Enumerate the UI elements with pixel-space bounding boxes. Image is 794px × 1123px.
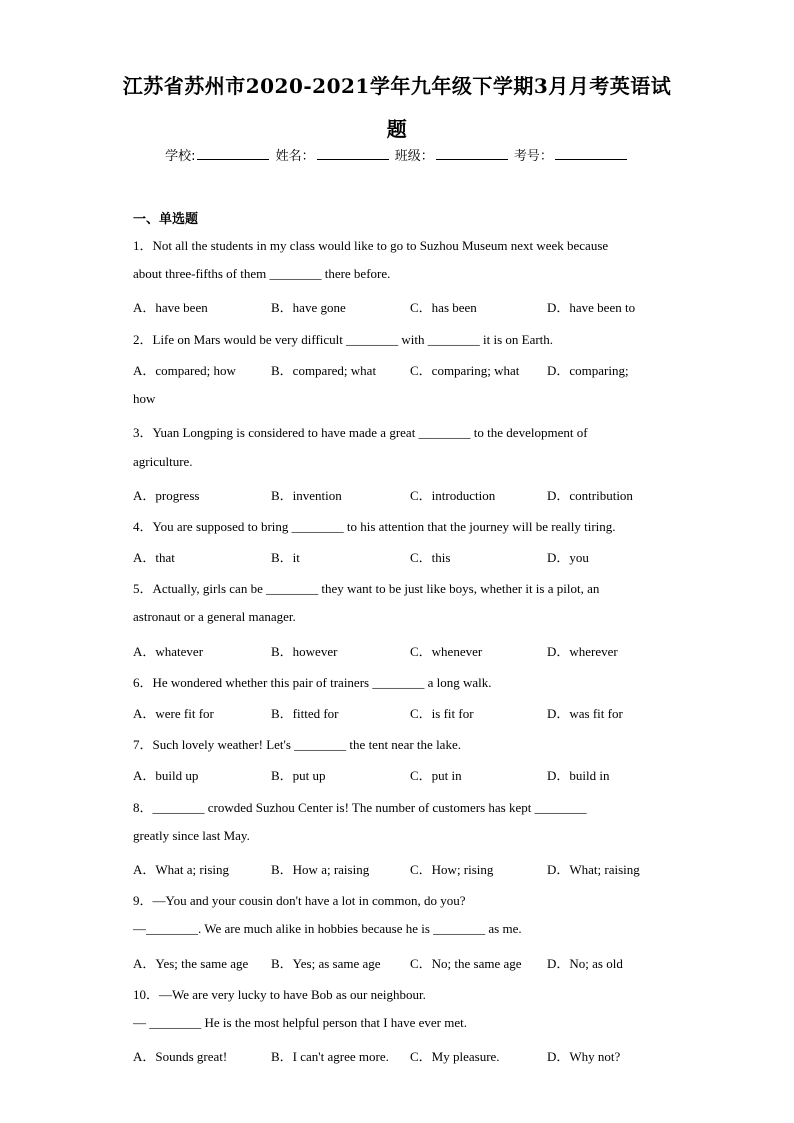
question-10-option-a[interactable]: A．Sounds great!	[133, 1049, 228, 1064]
student-info-row	[0, 145, 794, 164]
question-3-stem-line-2: agriculture.	[133, 454, 193, 469]
question-7-option-b[interactable]: B．put up	[271, 768, 326, 783]
question-6-option-b[interactable]: B．fitted for	[271, 706, 339, 721]
question-1-option-d[interactable]: D．have been to	[547, 300, 636, 315]
question-7-stem-line-1: 7．Such lovely weather! Let's ________ the tent near the lake.	[133, 737, 461, 752]
name-blank[interactable]	[317, 147, 389, 160]
question-3-option-b[interactable]: B．invention	[271, 488, 342, 503]
question-5-option-c[interactable]: C．whenever	[410, 644, 483, 659]
question-2-stem-line-1: 2．Life on Mars would be very difficult ________ with ________ it is on Earth.	[133, 332, 554, 347]
question-6-option-a[interactable]: A．were fit for	[133, 706, 214, 721]
question-4-option-b[interactable]: B．it	[271, 550, 300, 565]
question-8-option-a[interactable]: A．What a; rising	[133, 862, 230, 877]
class-label: 班级：	[394, 149, 434, 164]
class-blank[interactable]	[436, 147, 508, 160]
question-4-option-c[interactable]: C．this	[410, 550, 451, 565]
question-2-option-d-continuation: how	[133, 391, 156, 406]
question-1-stem-line-1: 1．Not all the students in my class would like to go to Suzhou Museum next week because	[133, 238, 609, 253]
question-9-option-d[interactable]: D．No; as old	[547, 956, 623, 971]
question-6-stem-line-1: 6．He wondered whether this pair of trainers ________ a long walk.	[133, 675, 492, 690]
question-5-option-b[interactable]: B．however	[271, 644, 338, 659]
question-8-stem-line-2: greatly since last May.	[133, 828, 250, 843]
question-4-stem-line-1: 4．You are supposed to bring ________ to his attention that the journey will be really tiring.	[133, 519, 616, 534]
question-9-option-b[interactable]: B．Yes; as same age	[271, 956, 381, 971]
question-2-option-c[interactable]: C．comparing; what	[410, 363, 520, 378]
question-2-option-a[interactable]: A．compared; how	[133, 363, 236, 378]
school-blank[interactable]	[197, 147, 269, 160]
exam-title-line2: 题	[386, 117, 408, 141]
question-2-option-d[interactable]: D．comparing;	[547, 363, 629, 378]
question-9-option-a[interactable]: A．Yes; the same age	[133, 956, 249, 971]
question-5-option-d[interactable]: D．wherever	[547, 644, 618, 659]
question-1-option-c[interactable]: C．has been	[410, 300, 477, 315]
question-9-stem-line-2: —________. We are much alike in hobbies because he is ________ as me.	[133, 921, 522, 936]
question-9-option-c[interactable]: C．No; the same age	[410, 956, 522, 971]
question-6-option-c[interactable]: C．is fit for	[410, 706, 474, 721]
question-8-option-c[interactable]: C．How; rising	[410, 862, 494, 877]
question-7-option-d[interactable]: D．build in	[547, 768, 610, 783]
question-3-option-a[interactable]: A．progress	[133, 488, 200, 503]
question-1-option-a[interactable]: A．have been	[133, 300, 208, 315]
question-4-option-d[interactable]: D．you	[547, 550, 589, 565]
school-label: 学校:	[165, 149, 196, 164]
section-heading: 一、单选题	[133, 212, 199, 227]
question-6-option-d[interactable]: D．was fit for	[547, 706, 623, 721]
question-8-stem-line-1: 8．________ crowded Suzhou Center is! The number of customers has kept ________	[133, 800, 587, 815]
question-8-option-d[interactable]: D．What; raising	[547, 862, 640, 877]
exam-title-line1: 江苏省苏州市2020-2021学年九年级下学期3月月考英语试	[122, 74, 672, 98]
question-10-stem-line-1: 10．—We are very lucky to have Bob as our neighbour.	[133, 987, 426, 1002]
question-10-stem-line-2: — ________ He is the most helpful person that I have ever met.	[133, 1015, 467, 1030]
question-4-option-a[interactable]: A．that	[133, 550, 175, 565]
question-9-stem-line-1: 9．—You and your cousin don't have a lot in common, do you?	[133, 893, 466, 908]
question-3-option-c[interactable]: C．introduction	[410, 488, 496, 503]
question-1-stem-line-2: about three-fifths of them ________ there before.	[133, 266, 391, 281]
question-10-option-d[interactable]: D．Why not?	[547, 1049, 621, 1064]
question-3-option-d[interactable]: D．contribution	[547, 488, 633, 503]
question-1-option-b[interactable]: B．have gone	[271, 300, 346, 315]
question-10-option-b[interactable]: B．I can't agree more.	[271, 1049, 389, 1064]
question-10-option-c[interactable]: C．My pleasure.	[410, 1049, 500, 1064]
question-8-option-b[interactable]: B．How a; raising	[271, 862, 370, 877]
name-label: 姓名：	[275, 149, 315, 164]
question-7-option-c[interactable]: C．put in	[410, 768, 462, 783]
question-5-stem-line-2: astronaut or a general manager.	[133, 609, 296, 624]
question-2-option-b[interactable]: B．compared; what	[271, 363, 377, 378]
number-blank[interactable]	[555, 147, 627, 160]
question-7-option-a[interactable]: A．build up	[133, 768, 199, 783]
number-label: 考号：	[513, 149, 553, 164]
question-5-option-a[interactable]: A．whatever	[133, 644, 204, 659]
question-5-stem-line-1: 5．Actually, girls can be ________ they want to be just like boys, whether it is a pilot, an	[133, 581, 600, 596]
question-3-stem-line-1: 3．Yuan Longping is considered to have made a great ________ to the development of	[133, 425, 588, 440]
